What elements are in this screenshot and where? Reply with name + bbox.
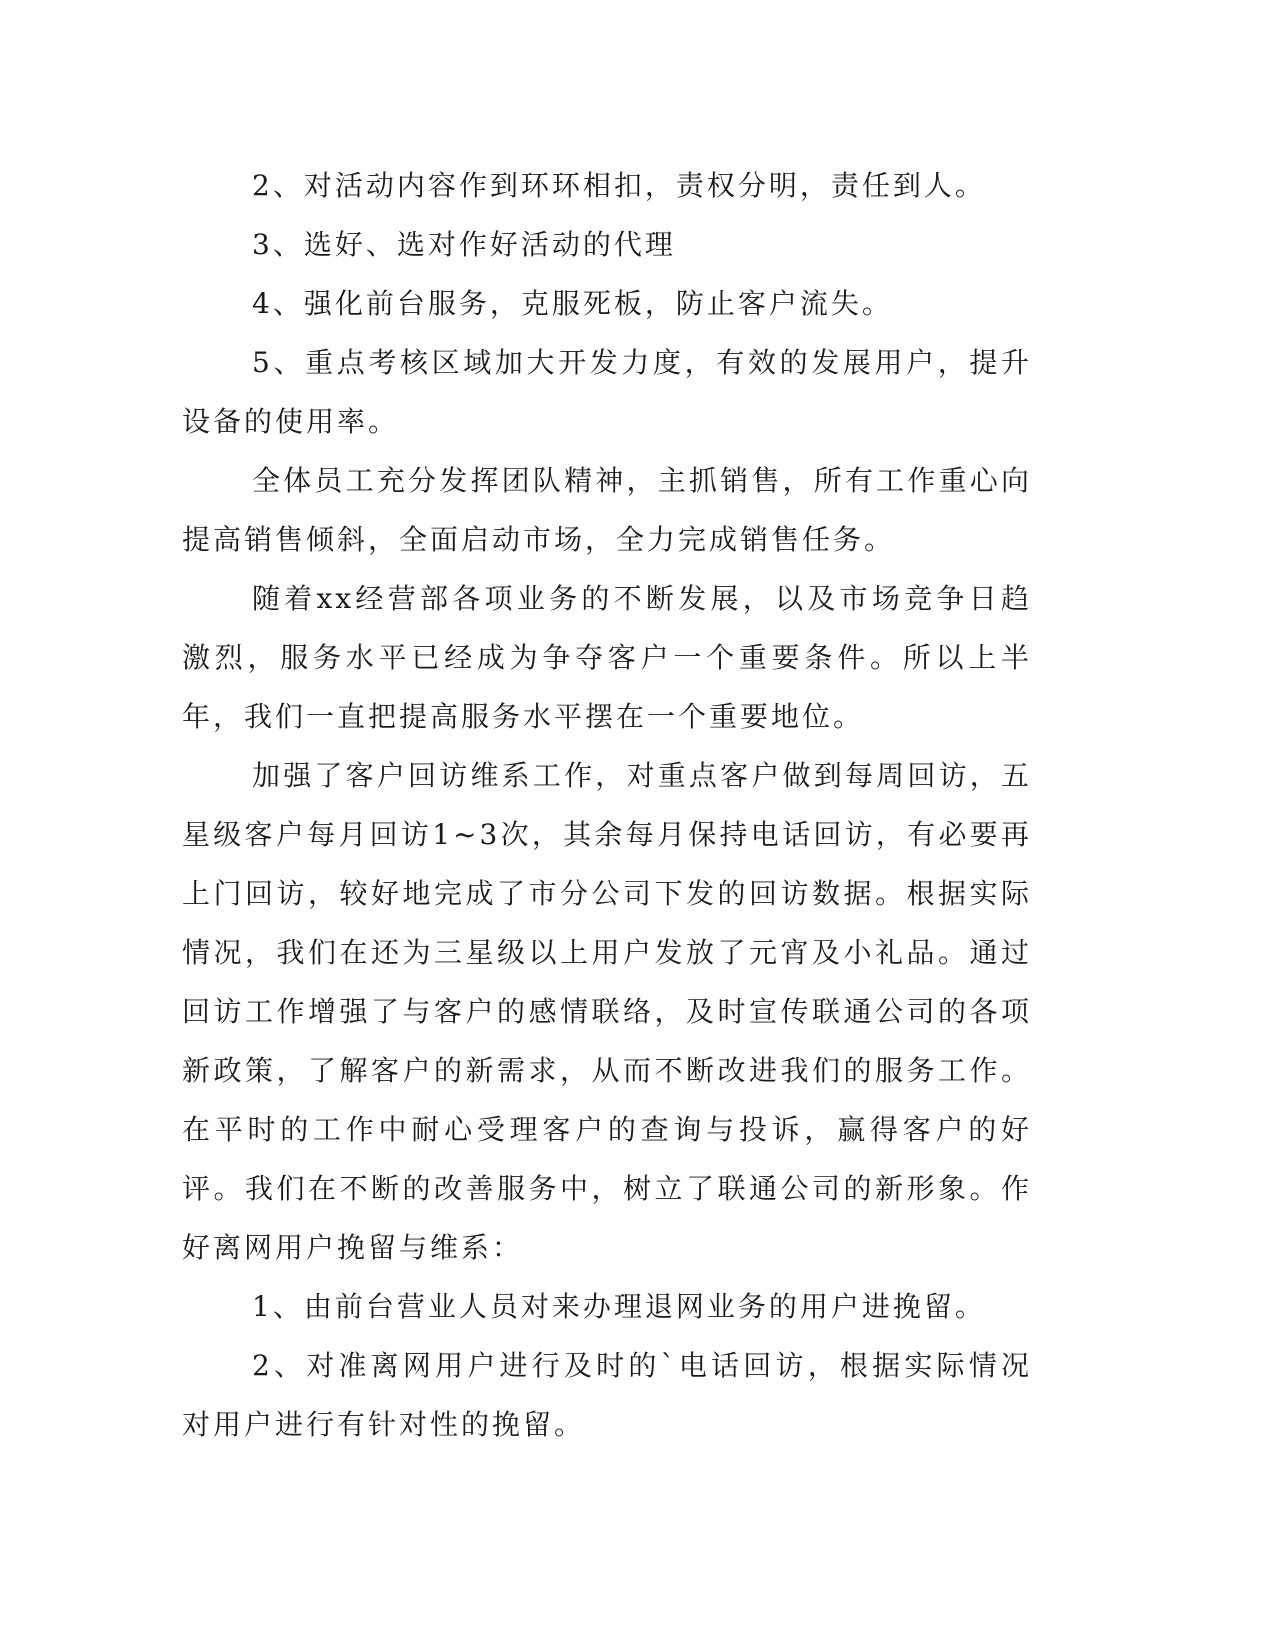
paragraph-item-5: 5、重点考核区域加大开发力度，有效的发展用户，提升设备的使用率。	[182, 346, 1032, 438]
paragraph-team-spirit: 全体员工充分发挥团队精神，主抓销售，所有工作重心向提高销售倾斜，全面启动市场，全力完成销售任务。	[182, 464, 1032, 556]
paragraph-customer-revisit: 加强了客户回访维系工作，对重点客户做到每周回访，五星级客户每月回访1~3次，其余每月保持电话回访，有必要再上门回访，较好地完成了市分公司下发的回访数据。根据实际情况，我们在还为三星级以上用户发放了元宵及小礼品。通过回访工作增强了与客户的感情联络，及时宣传联通公司的各项新政策，了解客户的新需求，从而不断改进我们的服务工作。在平时的工作中耐心受理客户的查询与投诉，赢得客户的好评。我们在不断的改善服务中，树立了联通公司的新形象。作好离网用户挽留与维系：	[182, 759, 1032, 1264]
paragraph-retention-2: 2、对准离网用户进行及时的`电话回访，根据实际情况对用户进行有针对性的挽留。	[182, 1349, 1032, 1441]
paragraph-retention-1: 1、由前台营业人员对来办理退网业务的用户进挽留。	[252, 1290, 986, 1323]
paragraph-service-level: 随着xx经营部各项业务的不断发展，以及市场竞争日趋激烈，服务水平已经成为争夺客户一个重要条件。所以上半年，我们一直把提高服务水平摆在一个重要地位。	[182, 582, 1032, 733]
paragraph-item-4: 4、强化前台服务，克服死板，防止客户流失。	[252, 287, 893, 320]
paragraph-item-2: 2、对活动内容作到环环相扣，责权分明，责任到人。	[252, 169, 986, 202]
document-body	[182, 156, 1032, 1454]
paragraph-item-3: 3、选好、选对作好活动的代理	[252, 228, 676, 261]
